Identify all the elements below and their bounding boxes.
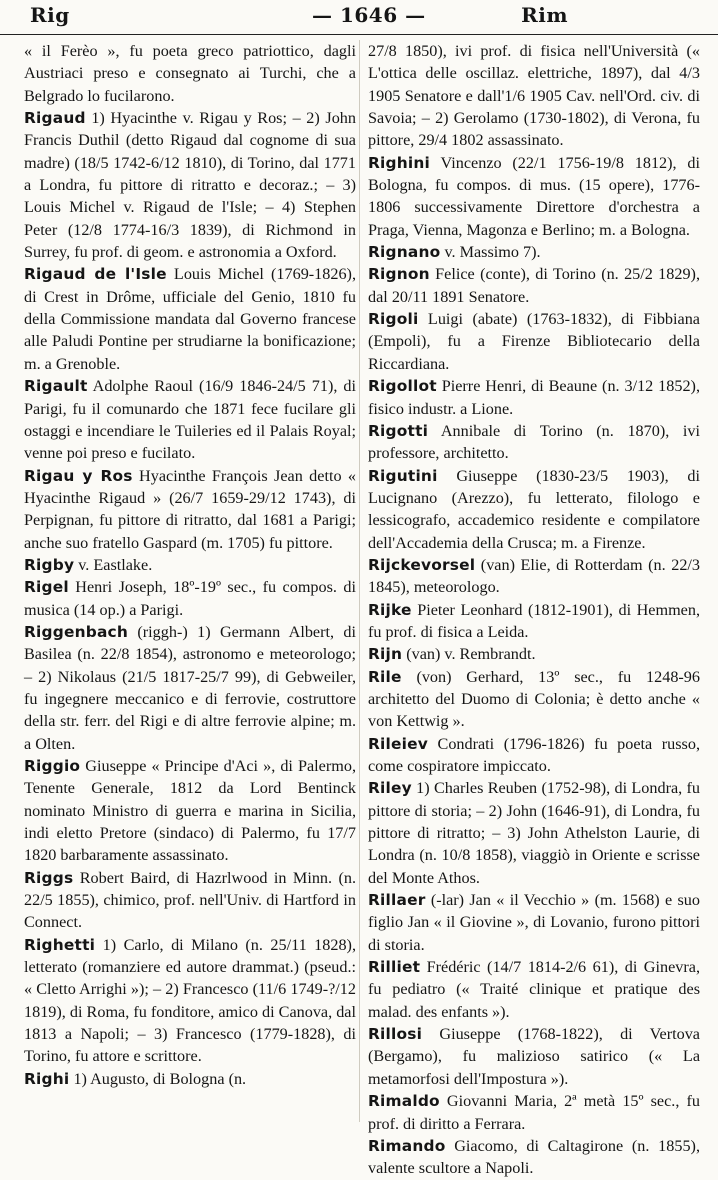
dictionary-entry [24, 263, 356, 375]
entry-headword: Rijn [368, 645, 403, 664]
dictionary-entry [368, 889, 700, 956]
dictionary-entry [368, 241, 700, 263]
entry-headword: Rigel [24, 578, 69, 597]
dictionary-entry [368, 554, 700, 599]
dictionary-entry [368, 956, 700, 1023]
dictionary-entry [24, 465, 356, 554]
dictionary-entry [24, 1068, 356, 1090]
entry-text: (riggh-) 1) Germann Albert, di Basilea (n. 22/8 1854), astronomo e meteorologo; – 2) Nikolaus (21/5 1817-25/7 99), di Gebweiler, fu ingegnere meccanico e di ferrovie, costruttore della str. ferr. del Rigi e di altre ferrovie alpine; m. a Olten. [24, 622, 356, 753]
entry-text: Henri Joseph, 18º-19º sec., fu compos. di musica (14 op.) a Parigi. [24, 578, 356, 619]
entry-headword: Riley [368, 779, 412, 798]
dictionary-entry [368, 1023, 700, 1090]
entry-headword: Righi [24, 1069, 70, 1088]
dictionary-entry [368, 308, 700, 375]
left-column [24, 40, 356, 1125]
entry-headword: Riggenbach [24, 622, 129, 641]
entry-text: Frédéric (14/7 1814-2/6 61), di Ginevra, fu pediatro (« Traité clinique et pratique des malad. des enfants »). [368, 958, 700, 1021]
entry-headword: Rimando [368, 1136, 446, 1155]
entry-text: Condrati (1796-1826) fu poeta russo, come cospiratore impiccato. [368, 734, 700, 775]
entry-headword: Rillaer [368, 891, 426, 910]
dictionary-entry [368, 733, 700, 778]
right-column [368, 40, 700, 1178]
entry-headword: Rijke [368, 600, 412, 619]
entry-text: Robert Baird, di Hazrlwood in Minn. (n. 22/5 1855), chimico, prof. nell'Univ. di Hartford in Connect. [24, 868, 356, 932]
entry-headword: Rigollot [368, 377, 437, 396]
dictionary-entry [24, 576, 356, 621]
entry-text: Pieter Leonhard (1812-1901), di Hemmen, fu prof. di fisica a Leida. [368, 600, 700, 641]
entry-text: Vincenzo (22/1 1756-19/8 1812), di Bologna, fu compos. di mus. (15 opere), 1776-1806 successivamente Direttore d'orchestra a Praga, Vienna, Magonza e Berlino; m. a Bologna. [368, 153, 700, 239]
dictionary-entry [24, 934, 356, 1068]
entry-headword: Rigaud de l'Isle [24, 265, 167, 284]
dictionary-entry [368, 152, 700, 241]
entry-headword: Rigutini [368, 466, 438, 485]
dictionary-entry [368, 375, 700, 420]
entry-headword: Rigaud [24, 109, 86, 128]
dictionary-entry [368, 599, 700, 644]
columns [24, 40, 700, 1178]
entry-text: Luigi (abate) (1763-1832), di Fibbiana (Empoli), fu a Firenze Bibliotecario della Riccardiana. [368, 310, 700, 373]
entry-text: Felice (conte), di Torino (n. 25/2 1829), dal 20/11 1891 Senatore. [368, 265, 700, 306]
dictionary-entry [368, 263, 700, 308]
entry-headword: Rigoli [368, 310, 419, 329]
dictionary-entry [368, 420, 700, 465]
entry-headword: Riggs [24, 868, 74, 887]
dictionary-entry [24, 107, 356, 263]
entry-text: Hyacinthe François Jean detto « Hyacinthe Rigaud » (26/7 1659-29/12 1743), di Perpignan, fu pittore di ritratto, dal 1681 a Parigi; anche suo fratello Gaspard (m. 1705) fu pittore. [24, 466, 356, 552]
entry-text: (von) Gerhard, 13º sec., fu 1248-96 architetto del Duomo di Colonia; è detto anche « von Kettwig ». [368, 667, 700, 731]
entry-text: Louis Michel (1769-1826), di Crest in Drôme, ufficiale del Genio, 1810 fu della Commissione mandata dal Governo francese alle Paludi Pontine per strudiarne la bonificazione; m. a Grenoble. [24, 265, 356, 373]
entry-text: Giovanni Maria, 2ª metà 15º sec., fu prof. di diritto a Ferrara. [368, 1092, 700, 1133]
dictionary-entry [24, 867, 356, 934]
dictionary-entry [368, 666, 700, 733]
dictionary-entry [24, 755, 356, 867]
dictionary-entry [24, 621, 356, 755]
entry-headword: Rigotti [368, 421, 429, 440]
entry-headword: Rileiev [368, 734, 428, 753]
dictionary-entry [368, 1090, 700, 1135]
entry-text: (-lar) Jan « il Vecchio » (m. 1568) e suo figlio Jan « il Giovine », di Lovanio, furono pittori di storia. [368, 891, 700, 954]
entry-text: Annibale di Torino (n. 1870), ivi professore, architetto. [368, 421, 700, 463]
entry-headword: Rillosi [368, 1025, 423, 1044]
entry-text: v. Eastlake. [74, 555, 153, 574]
entry-headword: Rilliet [368, 958, 421, 977]
entry-headword: Rigault [24, 377, 88, 396]
entry-headword: Rigby [24, 555, 75, 574]
entry-text: « il Ferèo », fu poeta greco patriottico, dagli Austriaci preso e consegnato ai Turchi, che a Belgrado lo fucilarono. [24, 42, 356, 105]
entry-headword: Rignon [368, 265, 430, 284]
entry-text: 1) Hyacinthe v. Rigau y Ros; – 2) John Francis Duthil (detto Rigaud dal cognome di sua madre) (18/5 1742-6/12 1810), di Torino, dal 1771 a Londra, fu pittore di ritratto e decoraz.; – 3) Louis Michel v. Rigaud de l'Isle; – 4) Stephen Peter (12/8 1774-16/3 1839), di Richmond in Surrey, fu prof. di geom. e astronomia a Oxford. [24, 109, 356, 262]
entry-headword: Rimaldo [368, 1092, 440, 1111]
dictionary-entry [368, 777, 700, 889]
entry-headword: Rijckevorsel [368, 555, 476, 574]
entry-text: 27/8 1850), ivi prof. di fisica nell'Università (« L'ottica delle oscillaz. elettriche, 1897), dal 4/3 1905 Senatore e dall'1/6 1905 Cav. nell'Ord. civ. di Savoia; – 2) Gerolamo (1730-1802), di Verona, fu pittore, 29/4 1802 assassinato. [368, 42, 700, 150]
entry-text: Giacomo, di Caltagirone (n. 1855), valente scultore a Napoli. [368, 1136, 700, 1178]
entry-text: (van) Elie, di Rotterdam (n. 22/3 1845), meteorologo. [368, 555, 700, 597]
entry-text: 1) Charles Reuben (1752-98), di Londra, fu pittore di storia; – 2) John (1646-91), di Londra, fu pittore di ritratto; – 3) John Athelston Laurie, di Londra (n. 10/8 1858), viaggiò in Oriente e scrisse del Monte Athos. [368, 779, 700, 887]
entry-headword: Riggio [24, 757, 81, 775]
entry-text: Giuseppe « Principe d'Aci », di Palermo, Tenente Generale, 1812 da Lord Bentinck nominato Ministro di guerra e marina in Sicilia, indi eletto Pretore (sindaco) di Palermo, fu 17/7 1820 barbaramente assassinato. [24, 757, 356, 865]
entry-headword: Rignano [368, 243, 441, 262]
entry-text: 1) Carlo, di Milano (n. 25/11 1828), letterato (romanziere ed autore drammat.) (pseud.: « Cletto Arrighi »); – 2) Francesco (11/6 1749-?/12 1819), di Roma, fu fonditore, amico di Canova, dal 1813 a Napoli; – 3) Francesco (1779-1828), di Torino, fu attore e scrittore. [24, 935, 356, 1066]
entry-headword: Righini [368, 153, 431, 172]
entry-text: 1) Augusto, di Bologna (n. [69, 1069, 247, 1088]
entry-headword: Rigau y Ros [24, 466, 133, 485]
entry-text: Pierre Henri, di Beaune (n. 3/12 1852), fisico industr. a Lione. [368, 377, 700, 418]
dictionary-entry [368, 465, 700, 554]
entry-text: v. Massimo 7). [440, 243, 541, 262]
dictionary-entry [24, 375, 356, 464]
running-header [0, 0, 718, 35]
dictionary-entry [24, 40, 356, 107]
entry-headword: Righetti [24, 935, 96, 954]
dictionary-entry [368, 1135, 700, 1180]
dictionary-entry [368, 40, 700, 152]
page-number: — 1646 — [312, 3, 426, 27]
entry-text: Giuseppe (1830-23/5 1903), di Lucignano (Arezzo), fu letterato, filologo e lessicografo, accademico residente e compilatore dell'Accademia della Crusca; m. a Firenze. [368, 466, 700, 552]
dictionary-entry [24, 554, 356, 576]
entry-text: Giuseppe (1768-1822), di Vertova (Bergamo), fu malizioso satirico (« La metamorfosi dell'Impostura »). [368, 1025, 700, 1088]
entry-text: Adolphe Raoul (16/9 1846-24/5 71), di Parigi, fu il comunardo che 1871 fece fucilare gli ostaggi e incendiare le Tuileries ed il Palais Royal; venne poi preso e fucilato. [24, 377, 356, 463]
dictionary-entry [368, 643, 700, 665]
header-first-word: Rig [30, 3, 70, 27]
header-last-word: Rim [521, 3, 568, 27]
entry-text: (van) v. Rembrandt. [402, 645, 536, 664]
entry-headword: Rile [368, 667, 402, 686]
